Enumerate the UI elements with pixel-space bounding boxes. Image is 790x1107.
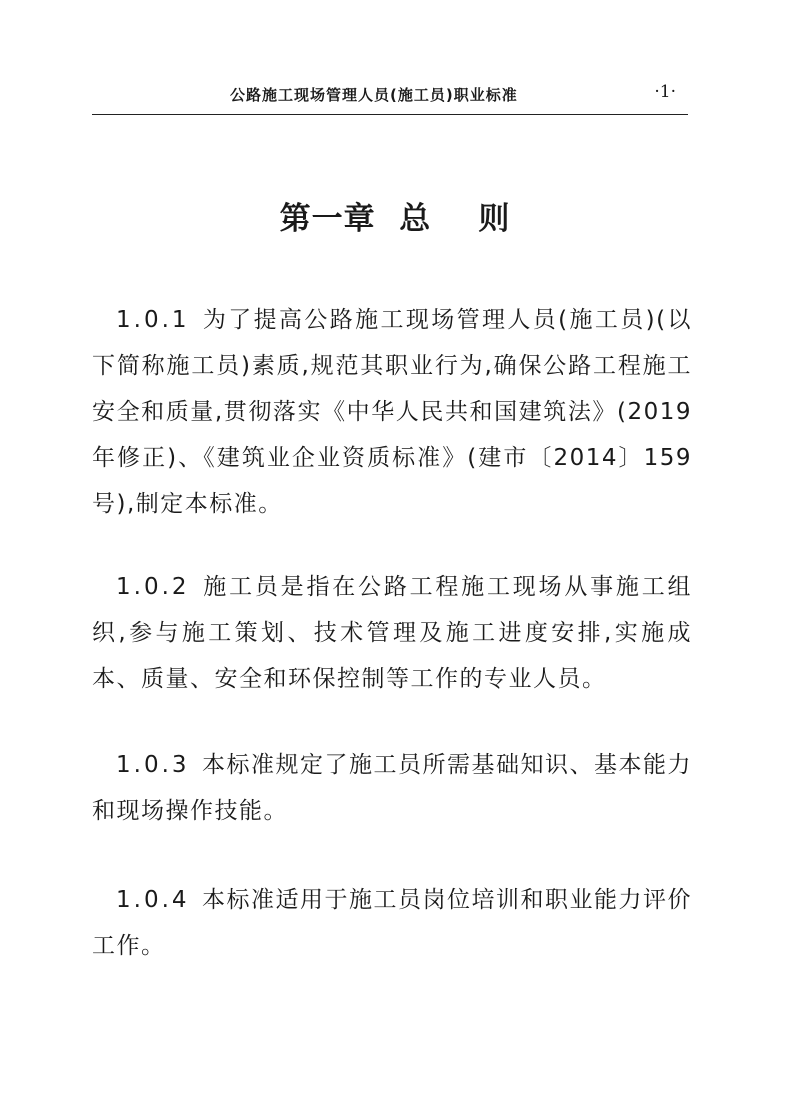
running-header <box>92 78 688 115</box>
clause-number: 1.0.2 <box>116 574 190 600</box>
clause-text: 本标准规定了施工员所需基础知识、基本能力和现场操作技能。 <box>92 752 692 824</box>
clause-number: 1.0.1 <box>116 307 190 333</box>
clause-1-0-2 <box>92 564 692 702</box>
clause-1-0-4 <box>92 877 692 969</box>
clause-number: 1.0.3 <box>116 752 190 778</box>
page-number: ·1· <box>654 82 676 102</box>
clause-1-0-1 <box>92 297 692 527</box>
header-title: 公路施工现场管理人员(施工员)职业标准 <box>230 86 518 104</box>
clause-text: 为了提高公路施工现场管理人员(施工员)(以下简称施工员)素质,规范其职业行为,确保公路工程施工安全和质量,贯彻落实《中华人民共和国建筑法》(2019 年修正)、《建筑业企业资质标准》(建市〔2014〕159 号),制定本标准。 <box>92 307 692 517</box>
clause-1-0-3 <box>92 742 692 834</box>
chapter-title: 第一章 总 则 <box>279 201 511 237</box>
clause-text: 本标准适用于施工员岗位培训和职业能力评价工作。 <box>92 887 692 959</box>
clause-number: 1.0.4 <box>116 887 190 913</box>
clause-text: 施工员是指在公路工程施工现场从事施工组织,参与施工策划、技术管理及施工进度安排,实施成本、质量、安全和环保控制等工作的专业人员。 <box>92 574 692 692</box>
